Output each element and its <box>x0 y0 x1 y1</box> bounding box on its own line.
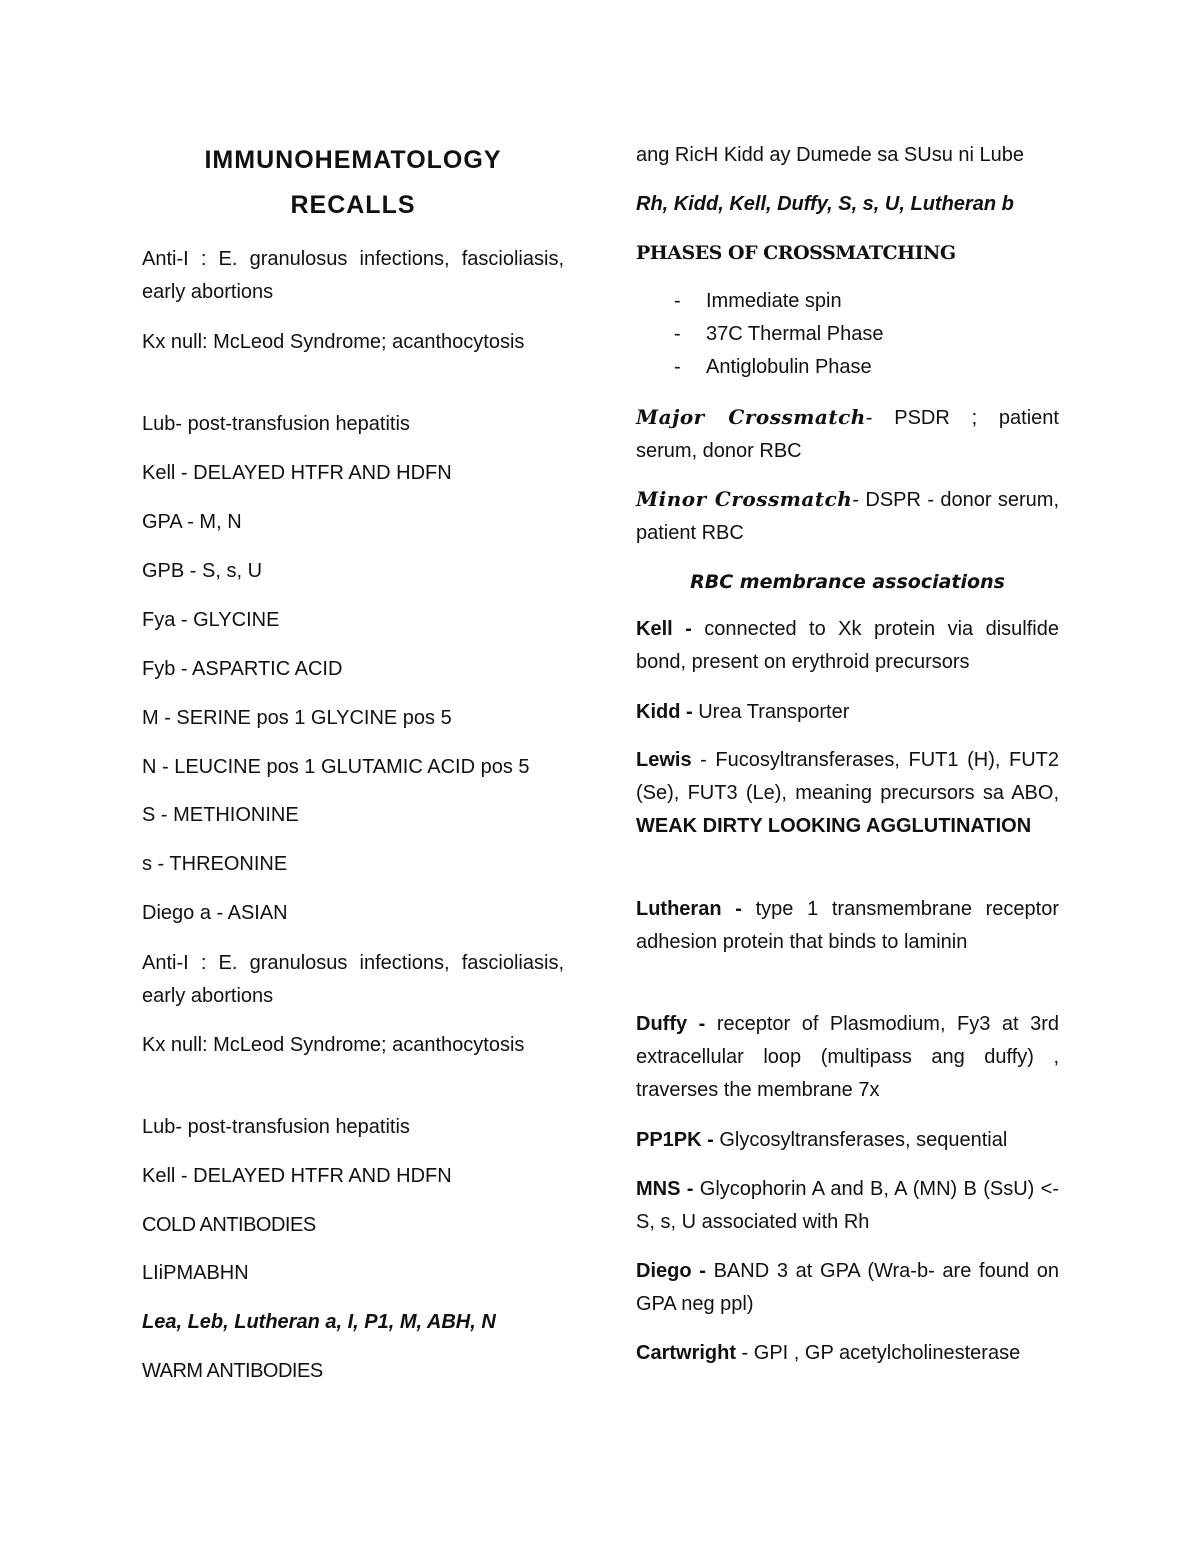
major-crossmatch-text: - PSDR ; patient serum, donor RBC <box>636 407 1059 462</box>
major-crossmatch-label: Major Crossmatch <box>636 405 866 429</box>
warm-antibodies-mnemonic: ang RicH Kidd ay Dumede sa SUsu ni Lube <box>636 144 1024 166</box>
minor-crossmatch-label: Minor Crossmatch <box>636 487 853 511</box>
note-item: Anti-I : E. granulosus infections, fascioliasis, early abortions <box>142 248 564 303</box>
note-item: Kx null: McLeod Syndrome; acanthocytosis <box>142 1034 525 1056</box>
title-line-1: IMMUNOHEMATOLOGY <box>204 146 502 174</box>
assoc-text: - Fucosyltransferases, FUT1 (H), FUT2 (Se), FUT3 (Le), meaning precursors sa ABO, <box>636 749 1059 804</box>
list-item <box>636 318 1059 351</box>
assoc-label: Cartwright <box>636 1342 736 1364</box>
note-item: Lub- post-transfusion hepatitis <box>142 413 410 435</box>
assoc-text: - GPI , GP acetylcholinesterase <box>736 1342 1021 1364</box>
cold-antibodies-mnemonic: LIiPMABHN <box>142 1262 249 1284</box>
note-item: Kx null: McLeod Syndrome; acanthocytosis <box>142 331 525 353</box>
assoc-text: Glycophorin A and B, A (MN) B (SsU) <- S, s, U associated with Rh <box>636 1178 1059 1233</box>
assoc-label: Diego - <box>636 1260 706 1282</box>
phase-label: Antiglobulin Phase <box>706 356 872 378</box>
dash-bullet: - <box>674 290 681 312</box>
assoc-pp1pk <box>636 1124 1059 1157</box>
note-item: M - SERINE pos 1 GLYCINE pos 5 <box>142 707 452 729</box>
cold-antibodies-heading: COLD ANTIBODIES <box>142 1214 316 1236</box>
assoc-kidd <box>636 696 1059 729</box>
list-item <box>636 285 1059 318</box>
assoc-duffy <box>636 1008 1059 1107</box>
assoc-text: Glycosyltransferases, sequential <box>713 1129 1008 1151</box>
assoc-text: receptor of Plasmodium, Fy3 at 3rd extracellular loop (multipass ang duffy) , traverses the membrane 7x <box>636 1013 1059 1101</box>
major-crossmatch <box>636 401 1059 468</box>
minor-crossmatch <box>636 483 1059 550</box>
note-item: N - LEUCINE pos 1 GLUTAMIC ACID pos 5 <box>142 756 530 778</box>
minor-crossmatch-text: - DSPR - donor serum, patient RBC <box>636 489 1060 544</box>
page-title <box>142 138 564 228</box>
note-item: GPB - S, s, U <box>142 560 263 582</box>
assoc-diego <box>636 1255 1059 1321</box>
warm-antibodies-list: Rh, Kidd, Kell, Duffy, S, s, U, Lutheran b <box>636 193 1014 215</box>
assoc-label: Kidd - <box>636 701 693 723</box>
assoc-label: MNS - <box>636 1178 694 1200</box>
note-item: Fya - GLYCINE <box>142 609 280 631</box>
assoc-label: PP1PK - <box>636 1129 714 1151</box>
phases-heading: PHASES OF CROSSMATCHING <box>636 242 956 264</box>
note-item: Diego a - ASIAN <box>142 902 288 924</box>
phases-list <box>636 285 1059 384</box>
assoc-text: BAND 3 at GPA (Wra-b- are found on GPA neg ppl) <box>636 1260 1059 1315</box>
cold-antibodies-list: Lea, Leb, Lutheran a, I, P1, M, ABH, N <box>142 1311 496 1333</box>
rbc-associations-heading: RBC membrance associations <box>690 571 1005 593</box>
dash-bullet: - <box>674 323 681 345</box>
dash-bullet: - <box>674 356 681 378</box>
note-item: Lub- post-transfusion hepatitis <box>142 1116 410 1138</box>
note-item: S - METHIONINE <box>142 804 299 826</box>
note-item: Kell - DELAYED HTFR AND HDFN <box>142 1165 452 1187</box>
warm-antibodies-heading: WARM ANTIBODIES <box>142 1360 323 1382</box>
assoc-lewis <box>636 744 1059 843</box>
note-item: Anti-I : E. granulosus infections, fascioliasis, early abortions <box>142 952 564 1007</box>
note-item: Fyb - ASPARTIC ACID <box>142 658 343 680</box>
title-line-2: RECALLS <box>290 191 416 219</box>
note-item: GPA - M, N <box>142 511 242 533</box>
note-item: s - THREONINE <box>142 853 288 875</box>
phase-label: 37C Thermal Phase <box>706 323 884 345</box>
assoc-lutheran <box>636 893 1059 959</box>
assoc-label: Duffy - <box>636 1013 706 1035</box>
assoc-text: connected to Xk protein via disulfide bond, present on erythroid precursors <box>636 618 1059 673</box>
assoc-mns <box>636 1173 1059 1239</box>
note-item: Kell - DELAYED HTFR AND HDFN <box>142 462 452 484</box>
assoc-label: Lutheran - <box>636 898 742 920</box>
assoc-cartwright <box>636 1337 1059 1370</box>
assoc-text: type 1 transmembrane receptor adhesion protein that binds to laminin <box>636 898 1059 953</box>
assoc-text: Urea Transporter <box>692 701 850 723</box>
phase-label: Immediate spin <box>706 290 842 312</box>
list-item <box>636 351 1059 384</box>
assoc-label: Lewis <box>636 749 692 771</box>
assoc-emphasis: WEAK DIRTY LOOKING AGGLUTINATION <box>636 815 1032 837</box>
assoc-kell <box>636 613 1059 679</box>
assoc-label: Kell - <box>636 618 692 640</box>
